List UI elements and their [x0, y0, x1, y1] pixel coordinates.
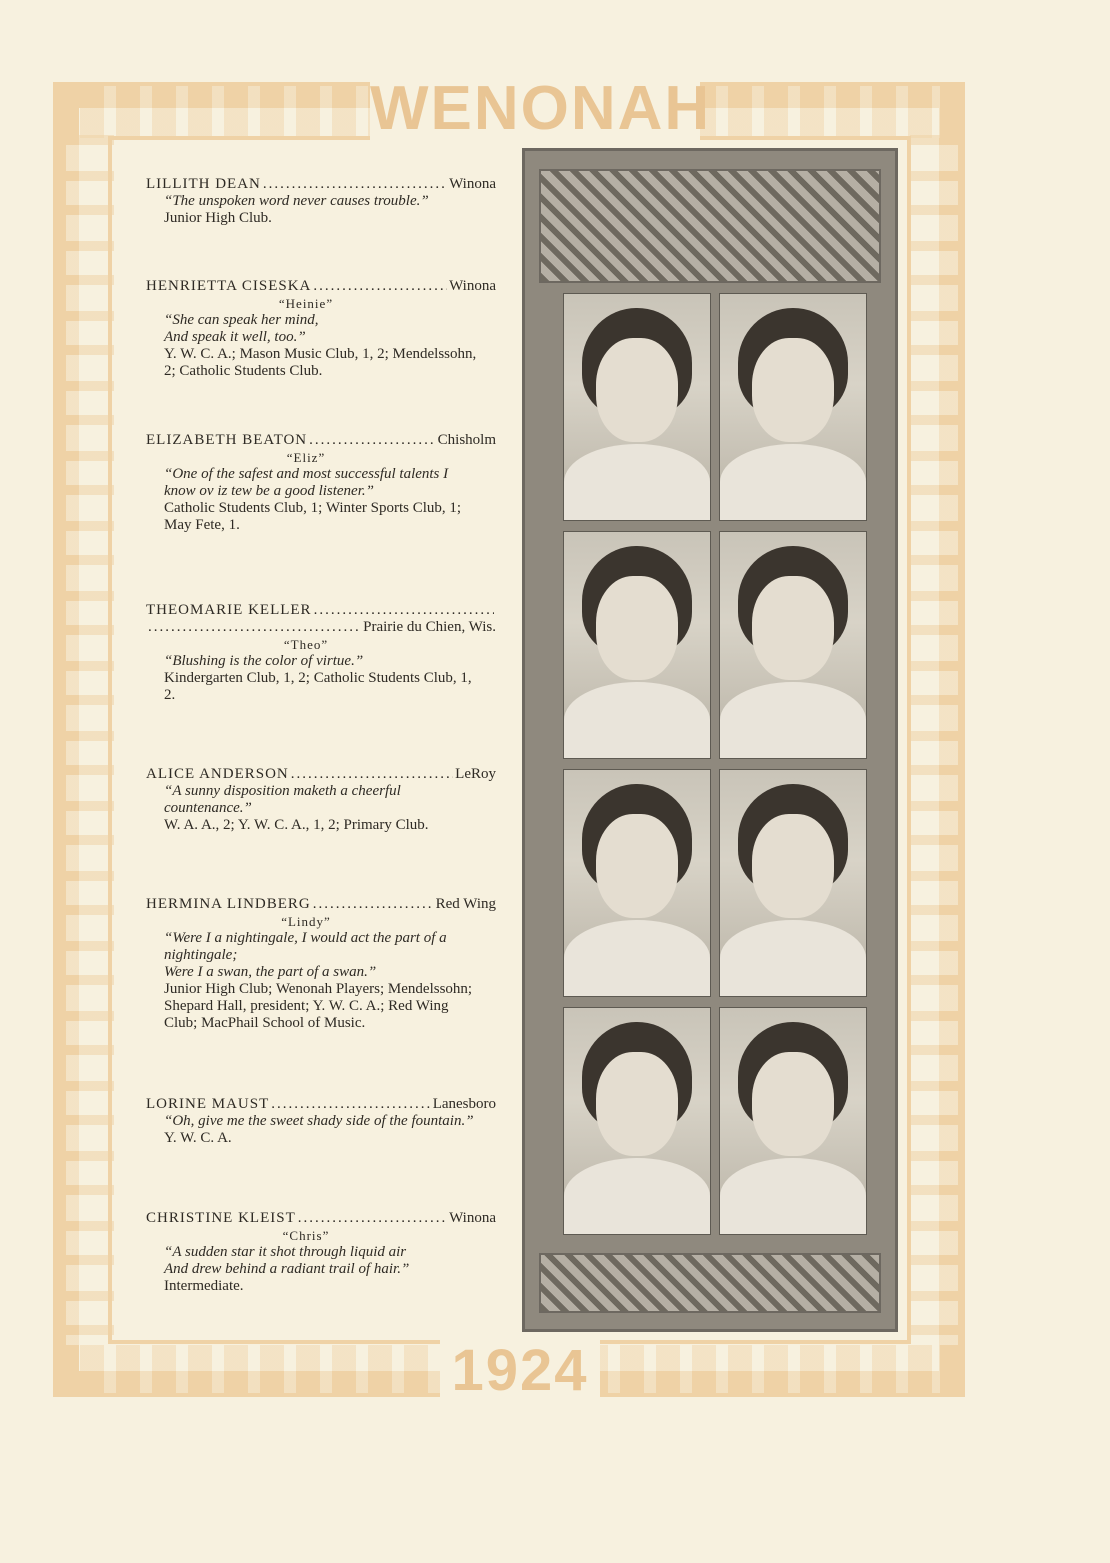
student-hometown: LeRoy [455, 766, 496, 782]
student-entry [146, 278, 496, 380]
right-ornament [910, 135, 958, 1345]
student-entry [146, 1210, 496, 1295]
student-hometown: Lanesboro [432, 1096, 496, 1112]
student-name: CHRISTINE KLEIST [146, 1210, 296, 1226]
student-nickname: “Heinie” [278, 296, 334, 311]
student-entry [146, 766, 496, 834]
student-activities: Y. W. C. A.; Mason Music Club, 1, 2; Mendelssohn, 2; Catholic Students Club. [164, 346, 477, 379]
student-portrait [563, 769, 711, 997]
student-portrait [719, 769, 867, 997]
student-nickname: “Eliz” [286, 450, 326, 465]
panel-bottom-ornament [539, 1253, 881, 1313]
student-quote: “Blushing is the color of virtue.” [164, 653, 364, 669]
student-name: HERMINA LINDBERG [146, 896, 311, 912]
student-hometown: Winona [449, 176, 496, 192]
student-quote: “One of the safest and most successful talents I know ov iz tew be a good listener.” [164, 466, 449, 499]
yearbook-year: 1924 [440, 1336, 600, 1406]
student-portrait [563, 531, 711, 759]
student-portrait [719, 1007, 867, 1235]
photo-panel [522, 148, 898, 1332]
student-quote: “Were I a nightingale, I would act the part of a nightingale; Were I a swan, the part of a swan.” [164, 930, 447, 980]
student-activities: Junior High Club; Wenonah Players; Mendelssohn; Shepard Hall, president; Y. W. C. A.; Red Wing Club; MacPhail School of Music. [164, 981, 473, 1031]
student-nickname: “Theo” [283, 637, 329, 652]
left-ornament [66, 135, 114, 1345]
panel-top-ornament [539, 169, 881, 283]
student-portrait [719, 531, 867, 759]
student-hometown: Winona [449, 1210, 496, 1226]
student-activities: Intermediate. [164, 1278, 244, 1294]
student-activities: Kindergarten Club, 1, 2; Catholic Students Club, 1, 2. [164, 670, 472, 703]
student-quote: “She can speak her mind, And speak it well, too.” [164, 312, 319, 345]
student-portrait [563, 1007, 711, 1235]
student-quote: “A sunny disposition maketh a cheerful countenance.” [164, 783, 401, 816]
student-portrait [719, 293, 867, 521]
student-name: LORINE MAUST [146, 1096, 270, 1112]
student-quote: “The unspoken word never causes trouble.” [164, 193, 429, 209]
student-name: ALICE ANDERSON [146, 766, 289, 782]
student-entry [146, 896, 496, 1032]
student-hometown: Winona [449, 278, 496, 294]
yearbook-title: WENONAH [370, 74, 712, 143]
student-name: ELIZABETH BEATON [146, 432, 308, 448]
student-hometown: Red Wing [435, 896, 496, 912]
student-activities: Junior High Club. [164, 210, 272, 226]
student-nickname: “Chris” [282, 1228, 330, 1243]
student-entry [146, 1096, 496, 1147]
student-activities: Y. W. C. A. [164, 1130, 232, 1146]
student-name: LILLITH DEAN [146, 176, 261, 192]
student-quote: “A sudden star it shot through liquid air And drew behind a radiant trail of hair.” [164, 1244, 410, 1277]
student-activities: W. A. A., 2; Y. W. C. A., 1, 2; Primary Club. [164, 817, 429, 833]
student-entry [146, 602, 496, 704]
student-hometown: Prairie du Chien, Wis. [363, 619, 496, 635]
student-entry [146, 176, 496, 227]
student-portrait [563, 293, 711, 521]
student-quote: “Oh, give me the sweet shady side of the fountain.” [164, 1113, 474, 1129]
student-name: THEOMARIE KELLER [146, 602, 312, 618]
student-name: HENRIETTA CISESKA [146, 278, 312, 294]
student-activities: Catholic Students Club, 1; Winter Sports Club, 1; May Fete, 1. [164, 500, 462, 533]
student-nickname: “Lindy” [281, 914, 331, 929]
student-hometown: Chisholm [437, 432, 496, 448]
student-entry [146, 432, 496, 534]
